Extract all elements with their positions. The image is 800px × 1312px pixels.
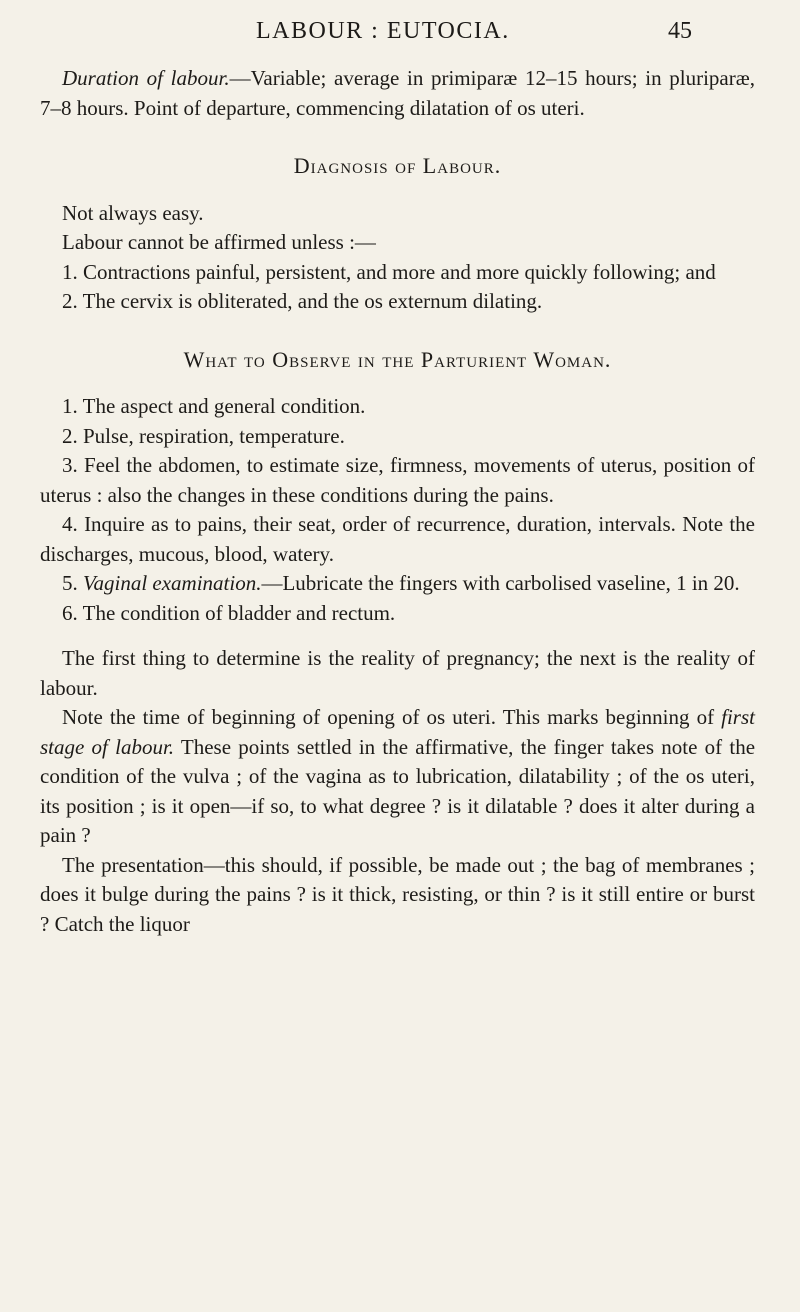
item-text: The aspect and general condition. [82, 394, 366, 418]
observe-item-4 [40, 510, 755, 569]
duration-paragraph [40, 64, 755, 123]
spacer [40, 628, 755, 644]
body-text [40, 64, 755, 939]
observe-item-2 [40, 422, 755, 452]
duration-text: —Variable; average in primiparæ 12–15 hours; in pluriparæ, 7–8 hours. Point of departure, commencing dilatation of os uteri. [40, 66, 755, 120]
paragraph-first-stage-a: Note the time of beginning of opening of os uteri. This marks beginning of [62, 705, 722, 729]
observe-heading: What to Observe in the Parturient Woman. [183, 346, 612, 372]
diagnosis-line-1: Not always easy. [62, 200, 204, 225]
diagnosis-heading: Diagnosis of Labour. [293, 153, 502, 178]
item-number: 6. [62, 600, 78, 625]
paragraph-first-stage-b: These points settled in the affirmative, the finger takes note of the condition of the vulva ; of the vagina as to lubrication, dilatability ; of the os uteri, its position ; is it open—if so, to what degree ? is it dilatable ? does it alter during a pain ? [40, 734, 756, 847]
item-text: —Lubricate the fingers with carbolised vaseline, 1 in 20. [261, 571, 740, 595]
item-text: Inquire as to pains, their seat, order of recurrence, duration, intervals. Note the discharges, mucous, blood, watery. [40, 512, 755, 566]
paragraph-presentation: The presentation—this should, if possible, be made out ; the bag of membranes ; does it bulge during the pains ? is it thick, resisting, or thin ? is it still entire or burst ? Catch the liquor [40, 852, 755, 936]
duration-label: Duration of labour. [62, 66, 230, 90]
observe-item-3 [40, 451, 755, 510]
item-text: Feel the abdomen, to estimate size, firmness, movements of uterus, position of uterus : also the changes in these conditions during the pains. [40, 453, 755, 507]
item-number: 1. [62, 259, 78, 284]
item-number: 5. [62, 571, 78, 595]
paragraph-first-stage [40, 703, 755, 851]
paragraph-pregnancy: The first thing to determine is the reality of pregnancy; the next is the reality of labour. [40, 646, 755, 700]
observe-item-1 [40, 392, 755, 422]
item-text: Contractions painful, persistent, and more and more quickly following; and [83, 259, 716, 284]
diagnosis-item-1 [40, 258, 755, 288]
item-text: The condition of bladder and rectum. [82, 600, 396, 625]
observe-item-5 [40, 569, 755, 599]
item-number: 4. [62, 512, 78, 536]
item-number: 2. [62, 423, 78, 448]
item-label: Vaginal examination. [83, 571, 262, 595]
item-text: The cervix is obliterated, and the os externum dilating. [82, 289, 543, 313]
first-stage-emphasis: first stage of labour. [40, 705, 755, 759]
diagnosis-item-2 [40, 287, 755, 317]
running-head [0, 18, 800, 58]
running-title: LABOUR : EUTOCIA. [256, 18, 510, 44]
page-number: 45 [668, 18, 692, 44]
observe-item-6 [40, 599, 755, 629]
diagnosis-line-2: Labour cannot be affirmed unless :— [62, 230, 376, 254]
item-text: Pulse, respiration, temperature. [83, 423, 345, 448]
item-number: 2. [62, 289, 78, 313]
item-number: 1. [62, 394, 78, 418]
item-number: 3. [62, 453, 78, 477]
